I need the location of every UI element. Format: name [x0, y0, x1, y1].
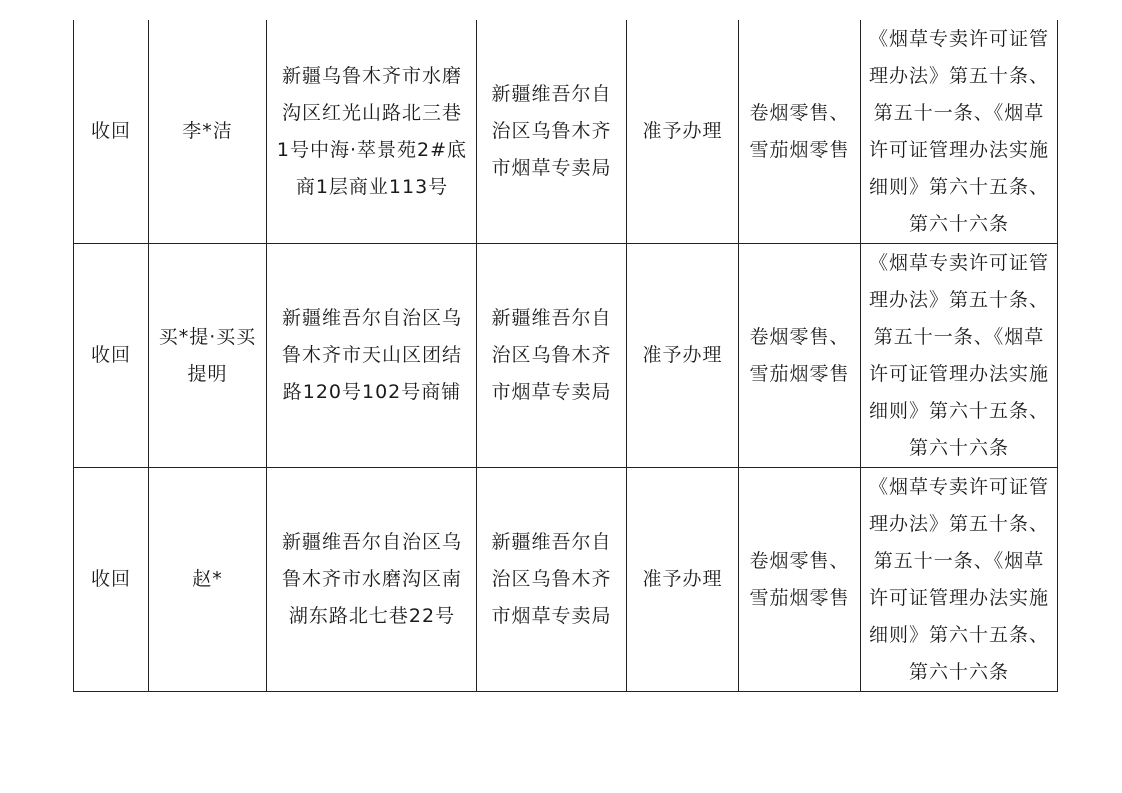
type-cell [74, 244, 149, 468]
scope-cell [739, 468, 861, 692]
basis-cell [861, 468, 1058, 692]
decision-text: 准予办理 [642, 344, 723, 366]
authority-text: 新疆维吾尔自治区乌鲁木齐市烟草专卖局 [491, 307, 612, 403]
address-cell [267, 244, 477, 468]
scope-text: 卷烟零售、雪茄烟零售 [749, 549, 850, 609]
name-text: 买*提·买买提明 [158, 325, 257, 385]
scope-cell [739, 244, 861, 468]
name-text: 赵* [192, 568, 223, 590]
address-cell [267, 468, 477, 692]
authority-cell [477, 468, 627, 692]
basis-text: 《烟草专卖许可证管理办法》第五十条、第五十一条、《烟草许可证管理办法实施细则》第六十五条、第六十六条 [868, 27, 1049, 235]
license-revocation-table [73, 20, 1058, 692]
type-text: 收回 [90, 120, 131, 142]
decision-text: 准予办理 [642, 120, 723, 142]
decision-cell [627, 244, 739, 468]
address-text: 新疆乌鲁木齐市水磨沟区红光山路北三巷1号中海·萃景苑2#底商1层商业113号 [276, 64, 468, 198]
type-cell [74, 468, 149, 692]
type-text: 收回 [90, 344, 131, 366]
table-row [74, 244, 1058, 468]
address-text: 新疆维吾尔自治区乌鲁木齐市天山区团结路120号102号商铺 [281, 307, 462, 403]
authority-text: 新疆维吾尔自治区乌鲁木齐市烟草专卖局 [491, 531, 612, 627]
address-text: 新疆维吾尔自治区乌鲁木齐市水磨沟区南湖东路北七巷22号 [281, 531, 462, 627]
address-cell [267, 20, 477, 244]
table-row [74, 20, 1058, 244]
decision-text: 准予办理 [642, 568, 723, 590]
scope-text: 卷烟零售、雪茄烟零售 [749, 101, 850, 161]
basis-cell [861, 244, 1058, 468]
basis-cell [861, 20, 1058, 244]
scope-text: 卷烟零售、雪茄烟零售 [749, 325, 850, 385]
name-cell [149, 20, 267, 244]
authority-cell [477, 244, 627, 468]
authority-cell [477, 20, 627, 244]
name-cell [149, 244, 267, 468]
basis-text: 《烟草专卖许可证管理办法》第五十条、第五十一条、《烟草许可证管理办法实施细则》第六十五条、第六十六条 [868, 251, 1049, 459]
scope-cell [739, 20, 861, 244]
type-text: 收回 [90, 568, 131, 590]
basis-text: 《烟草专卖许可证管理办法》第五十条、第五十一条、《烟草许可证管理办法实施细则》第六十五条、第六十六条 [868, 475, 1049, 683]
decision-cell [627, 20, 739, 244]
authority-text: 新疆维吾尔自治区乌鲁木齐市烟草专卖局 [491, 83, 612, 179]
type-cell [74, 20, 149, 244]
name-text: 李*洁 [182, 120, 233, 142]
name-cell [149, 468, 267, 692]
table-row [74, 468, 1058, 692]
decision-cell [627, 468, 739, 692]
